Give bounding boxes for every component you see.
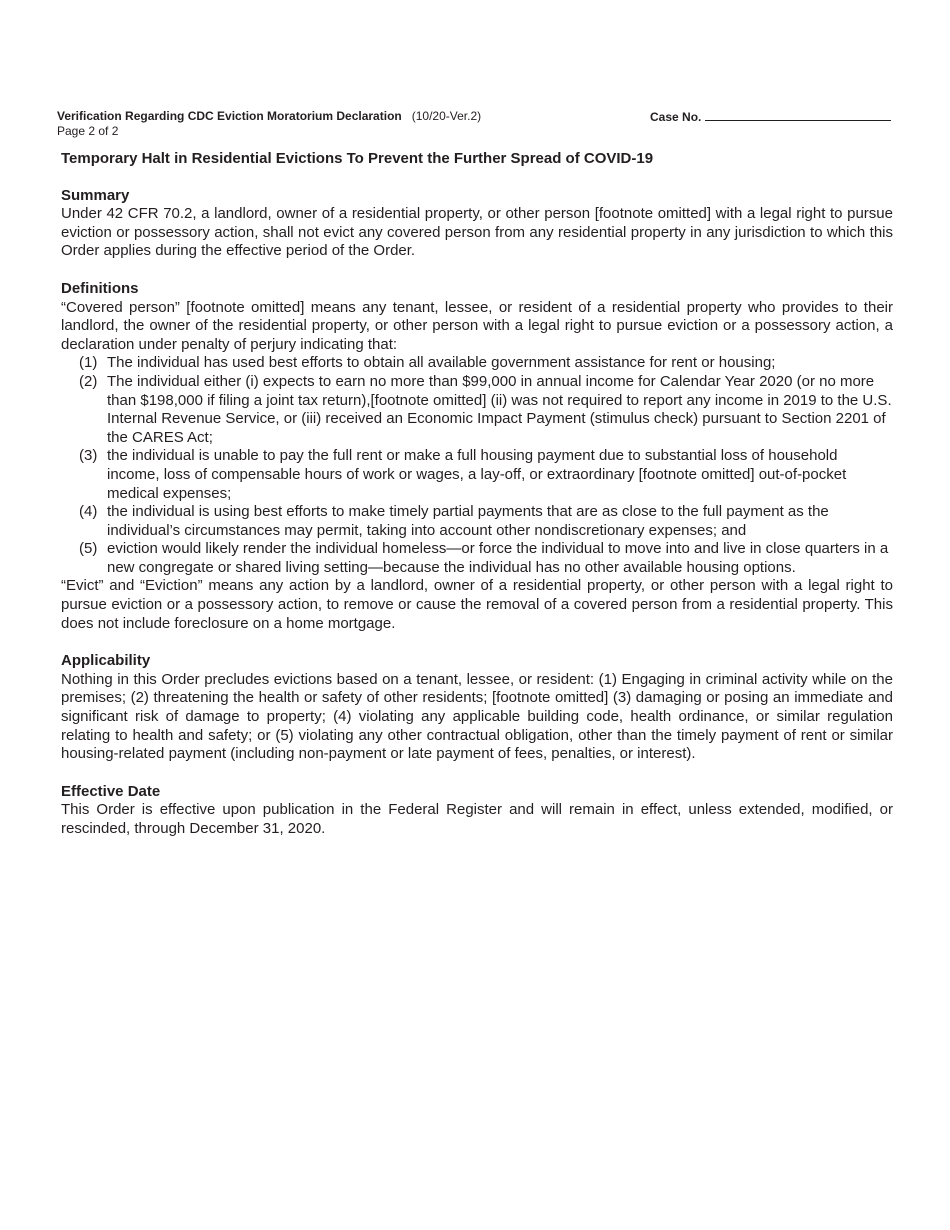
case-number-label: Case No. [650, 110, 702, 124]
list-item-text: The individual either (i) expects to earn no more than $99,000 in annual income for Calendar Year 2020 (or no more than $198,000 if filing a joint tax return),[footnote omitted] (ii) was not required to report any income in 2019 to the U.S. Internal Revenue Service, or (iii) received an Economic Impact Payment (stimulus check) pursuant to Section 2201 of the CARES Act; [107, 372, 892, 446]
page-number: Page 2 of 2 [57, 124, 119, 138]
list-item-text: eviction would likely render the individual homeless—or force the individual to move into and live in close quarters in a new congregate or shared living setting—because the individual has no other available housing options. [107, 540, 889, 576]
effective-date-section [61, 783, 893, 839]
list-item-text: The individual has used best efforts to obtain all available government assistance for rent or housing; [107, 354, 776, 372]
case-number-field [650, 109, 891, 125]
eviction-definition: “Evict” and “Eviction” means any action by a landlord, owner of a residential property, or other person with a legal right to pursue eviction or a possessory action, to remove or cause the removal of a covered person from a residential property. This does not include foreclosure on a home mortgage. [61, 577, 893, 632]
list-item [61, 447, 893, 503]
applicability-section [61, 652, 893, 764]
list-item-number: (5) [79, 540, 98, 558]
effective-date-text: This Order is effective upon publication in the Federal Register and will remain in effect, unless extended, modified, or rescinded, through December 31, 2020. [61, 801, 893, 837]
list-item [61, 373, 893, 447]
list-item-number: (4) [79, 503, 98, 521]
definitions-intro: “Covered person” [footnote omitted] means any tenant, lessee, or resident of a residential property who provides to their landlord, the owner of the residential property, or other person with a legal right to pursue eviction or a possessory action, a declaration under penalty of perjury indicating that: [61, 298, 893, 353]
form-title: Verification Regarding CDC Eviction Moratorium Declaration [57, 109, 402, 123]
list-item-number: (3) [79, 447, 98, 465]
form-version: (10/20-Ver.2) [411, 109, 482, 123]
summary-text: Under 42 CFR 70.2, a landlord, owner of a residential property, or other person [footnote omitted] with a legal right to pursue eviction or possessory action, shall not evict any covered person from any residential property in any jurisdiction to which this Order applies during the effective period of the Order. [61, 205, 893, 260]
summary-heading: Summary [61, 186, 130, 204]
list-item [61, 540, 893, 577]
definitions-section [61, 280, 893, 633]
definitions-heading: Definitions [61, 279, 139, 297]
list-item-number: (1) [79, 354, 98, 372]
applicability-text: Nothing in this Order precludes evictions based on a tenant, lessee, or resident: (1) Engaging in criminal activity while on the premises; (2) threatening the health or safety of other residents; [footnote omitted] (3) damaging or posing an immediate and significant risk of damage to property; (4) violating any applicable building code, health ordinance, or similar regulation relating to health and safety; or (5) violating any other contractual obligation, other than the timely payment of rent or similar housing-related payment (including non-payment or late payment of fees, penalties, or interest). [61, 670, 893, 763]
summary-section [61, 187, 893, 261]
list-item-text: the individual is unable to pay the full rent or make a full housing payment due to substantial loss of household income, loss of compensable hours of work or wages, a lay-off, or extraordinary [footnote omitted] out-of-pocket medical expenses; [107, 447, 847, 502]
case-number-line [705, 109, 891, 121]
effective-date-heading: Effective Date [61, 782, 161, 800]
declaration-list [61, 354, 893, 577]
list-item-number: (2) [79, 372, 98, 390]
list-item [61, 354, 893, 373]
document-title: Temporary Halt in Residential Evictions To Prevent the Further Spread of COVID-19 [61, 150, 654, 167]
document-body [61, 150, 893, 858]
page-header [57, 109, 893, 139]
applicability-heading: Applicability [61, 652, 151, 670]
list-item-text: the individual is using best efforts to make timely partial payments that are as close to the full payment as the individual’s circumstances may permit, taking into account other nondiscretionary expenses; and [107, 503, 829, 539]
list-item [61, 503, 893, 540]
